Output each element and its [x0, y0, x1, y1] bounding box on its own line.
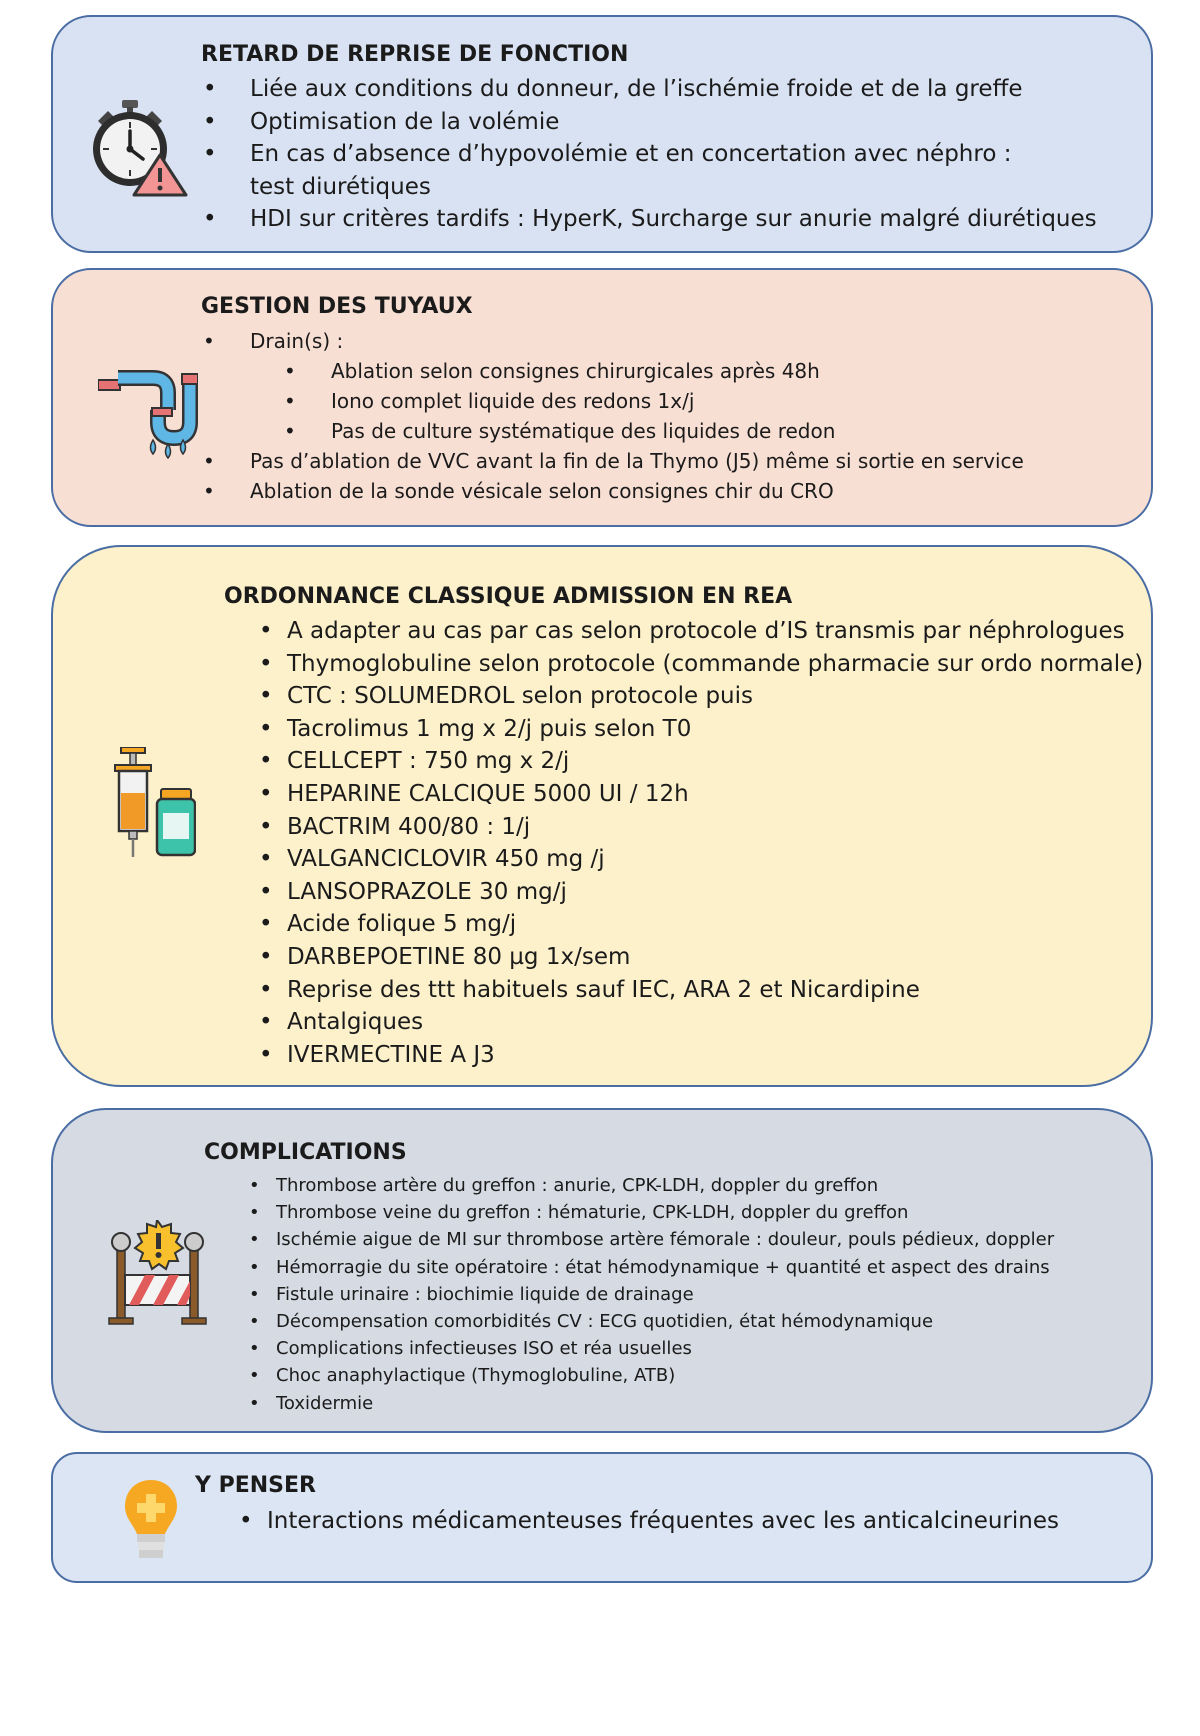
list-item: • Optimisation de la volémie	[203, 106, 1097, 139]
section-title: ORDONNANCE CLASSIQUE ADMISSION EN REA	[224, 584, 793, 609]
list-item: • Hémorragie du site opératoire : état hémodynamique + quantité et aspect des drains	[249, 1254, 1054, 1281]
dripping-pipe-icon	[98, 350, 198, 460]
list-item: • CELLCEPT : 750 mg x 2/j	[259, 745, 1143, 778]
bullet-list	[249, 1172, 1054, 1417]
list-item: • CTC : SOLUMEDROL selon protocole puis	[259, 680, 1143, 713]
section-ordonnance	[51, 545, 1153, 1087]
list-item: • Thymoglobuline selon protocole (commande pharmacie sur ordo normale)	[259, 648, 1143, 681]
section-title: GESTION DES TUYAUX	[201, 294, 473, 319]
list-item: • Toxidermie	[249, 1390, 1054, 1417]
bullet-list	[259, 615, 1143, 1071]
section-title: Y PENSER	[195, 1473, 316, 1498]
list-item: • Antalgiques	[259, 1006, 1143, 1039]
warning-barrier-icon	[105, 1220, 210, 1325]
bullet-list	[239, 1505, 1059, 1537]
list-item: • LANSOPRAZOLE 30 mg/j	[259, 876, 1143, 909]
list-item: • HDI sur critères tardifs : HyperK, Surcharge sur anurie malgré diurétiques	[203, 203, 1097, 236]
sub-bullet-list	[284, 356, 1024, 446]
lightbulb-icon	[123, 1478, 179, 1564]
list-item: • Décompensation comorbidités CV : ECG quotidien, état hémodynamique	[249, 1308, 1054, 1335]
list-item: • Acide folique 5 mg/j	[259, 908, 1143, 941]
list-item: • Interactions médicamenteuses fréquentes avec les anticalcineurines	[239, 1505, 1059, 1537]
bullet-list	[203, 73, 1097, 236]
section-complications	[51, 1108, 1153, 1433]
list-item: • Complications infectieuses ISO et réa usuelles	[249, 1335, 1054, 1362]
list-item: • HEPARINE CALCIQUE 5000 UI / 12h	[259, 778, 1143, 811]
list-item: • BACTRIM 400/80 : 1/j	[259, 811, 1143, 844]
list-item: • Pas d’ablation de VVC avant la fin de la Thymo (J5) même si sortie en service	[203, 446, 1024, 476]
list-item: • VALGANCICLOVIR 450 mg /j	[259, 843, 1143, 876]
section-title: COMPLICATIONS	[204, 1140, 407, 1165]
list-item: • IVERMECTINE A J3	[259, 1039, 1143, 1072]
section-title: RETARD DE REPRISE DE FONCTION	[201, 42, 629, 67]
list-item	[203, 326, 1024, 446]
list-item: • Thrombose veine du greffon : hématurie, CPK-LDH, doppler du greffon	[249, 1199, 1054, 1226]
sub-list-item: • Ablation selon consignes chirurgicales après 48h	[284, 356, 1024, 386]
list-item: • A adapter au cas par cas selon protocole d’IS transmis par néphrologues	[259, 615, 1143, 648]
list-item: • Ischémie aigue de MI sur thrombose artère fémorale : douleur, pouls pédieux, doppler	[249, 1226, 1054, 1253]
list-item: • Reprise des ttt habituels sauf IEC, ARA 2 et Nicardipine	[259, 974, 1143, 1007]
section-retard-reprise	[51, 15, 1153, 253]
sub-list-item: • Iono complet liquide des redons 1x/j	[284, 386, 1024, 416]
list-item-label: Drain(s) :	[250, 329, 344, 353]
list-item: • Fistule urinaire : biochimie liquide de drainage	[249, 1281, 1054, 1308]
list-item: • Ablation de la sonde vésicale selon consignes chir du CRO	[203, 476, 1024, 506]
list-item: • Choc anaphylactique (Thymoglobuline, ATB)	[249, 1362, 1054, 1389]
list-item: • Liée aux conditions du donneur, de l’ischémie froide et de la greffe	[203, 73, 1097, 106]
stopwatch-warning-icon	[90, 97, 190, 197]
section-gestion-tuyaux	[51, 268, 1153, 527]
list-item: • Tacrolimus 1 mg x 2/j puis selon T0	[259, 713, 1143, 746]
list-item: • DARBEPOETINE 80 µg 1x/sem	[259, 941, 1143, 974]
syringe-vial-icon	[111, 747, 196, 859]
section-y-penser	[51, 1452, 1153, 1583]
list-item: • Thrombose artère du greffon : anurie, CPK-LDH, doppler du greffon	[249, 1172, 1054, 1199]
sub-list-item: • Pas de culture systématique des liquides de redon	[284, 416, 1024, 446]
bullet-list	[203, 326, 1024, 506]
list-item: • En cas d’absence d’hypovolémie et en concertation avec néphro : test diurétiques	[203, 138, 1050, 203]
